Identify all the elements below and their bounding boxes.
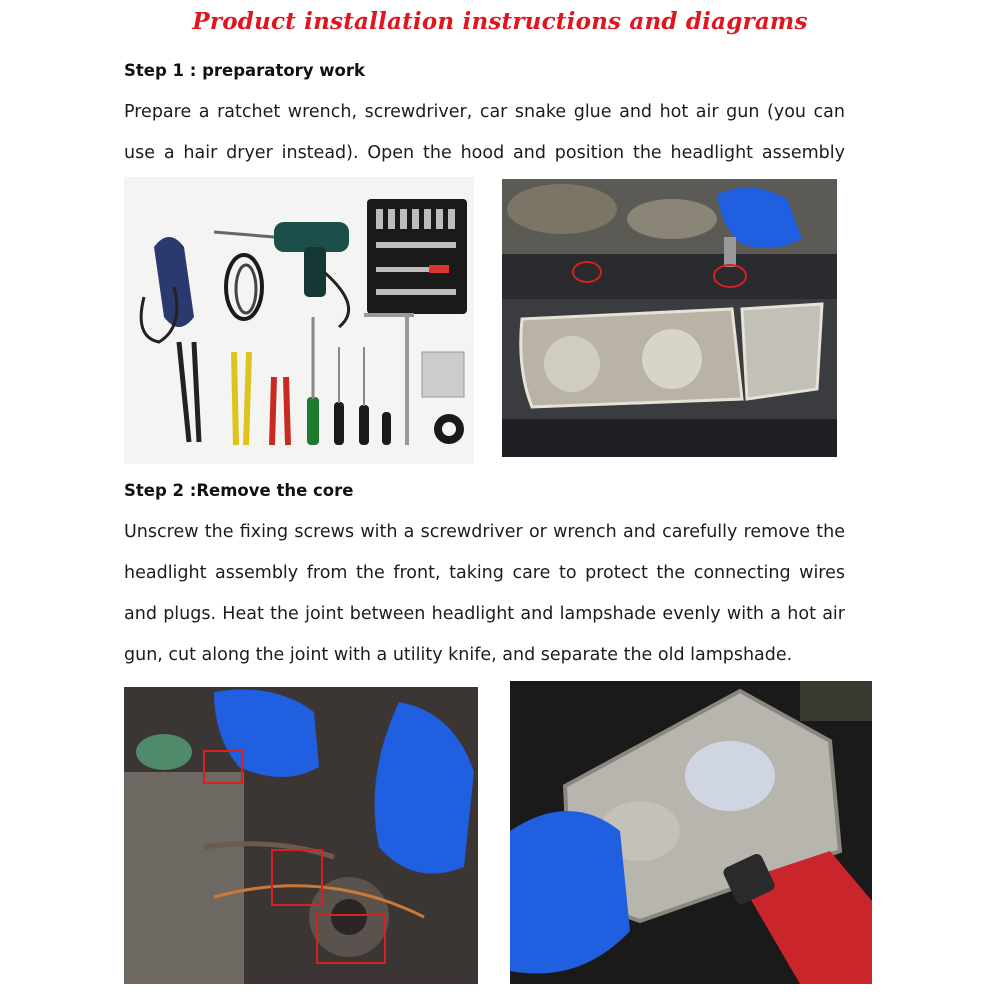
heat-gun-photo: [510, 681, 872, 984]
tools-photo: [124, 177, 474, 464]
wiring-plugs-photo: [124, 687, 478, 984]
page-title: Product installation instructions and diagrams: [192, 8, 808, 35]
headlight-screws-photo: [502, 179, 837, 457]
step2-heading: Step 2 :Remove the core: [124, 481, 354, 500]
step2-text: Unscrew the fixing screws with a screwdriver or wrench and carefully remove the headlight assembly from the front, taking care to protect the connecting wires and plugs. Heat the joint between headlight and lampshade evenly with a hot air gun, cut along the joint with a utility knife, and separate the old lampshade.: [124, 522, 845, 665]
step1-text: Prepare a ratchet wrench, screwdriver, car snake glue and hot air gun (you can use a hair dryer instead). Open the hood and position the headlight assembly: [124, 102, 845, 163]
step1-heading: Step 1 : preparatory work: [124, 61, 365, 80]
